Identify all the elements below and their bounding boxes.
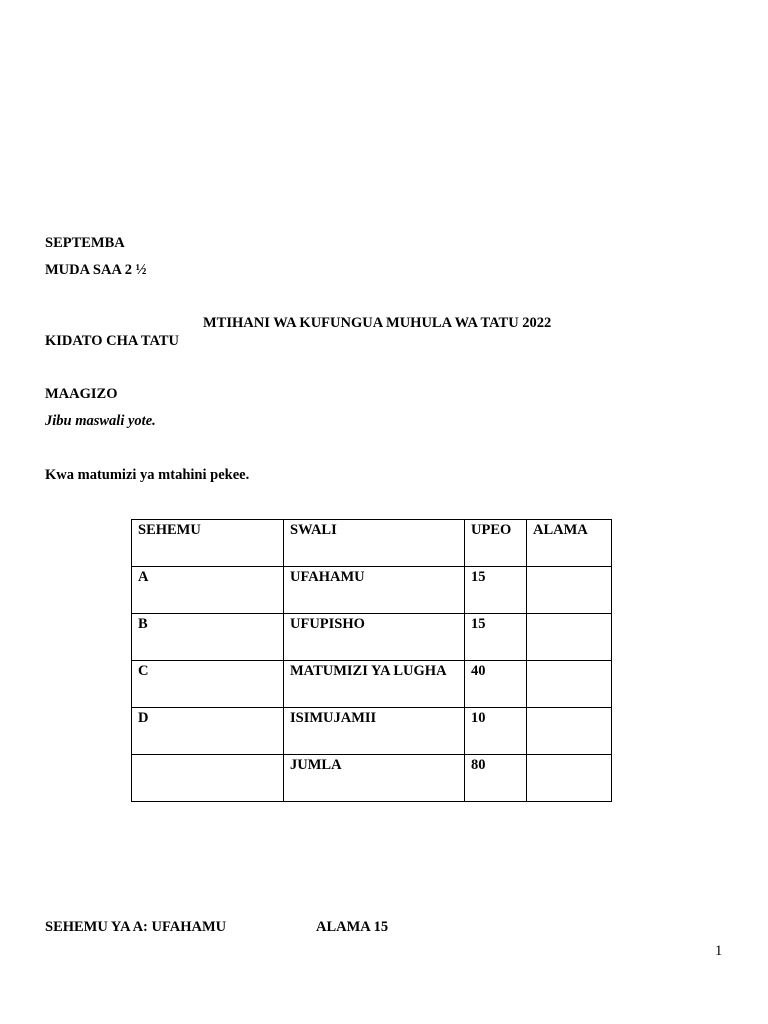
table-cell: B <box>132 614 284 661</box>
table-cell: MATUMIZI YA LUGHA <box>284 661 465 708</box>
table-cell: UFAHAMU <box>284 567 465 614</box>
table-cell: UFUPISHO <box>284 614 465 661</box>
table-cell: 10 <box>465 708 527 755</box>
table-header-row <box>132 520 612 567</box>
table-cell: 40 <box>465 661 527 708</box>
section-marks: ALAMA 15 <box>316 919 389 935</box>
table-cell <box>527 567 612 614</box>
marks-table <box>131 519 612 802</box>
header-cell: SEHEMU <box>132 520 284 567</box>
instructions-heading: MAAGIZO <box>45 386 118 402</box>
table-cell: C <box>132 661 284 708</box>
table-cell <box>527 708 612 755</box>
header-cell: SWALI <box>284 520 465 567</box>
table-cell: A <box>132 567 284 614</box>
instructions-text: Jibu maswali yote. <box>45 413 156 429</box>
examiner-note: Kwa matumizi ya mtahini pekee. <box>45 467 250 483</box>
table-row <box>132 567 612 614</box>
table-cell: JUMLA <box>284 755 465 802</box>
table-cell: ISIMUJAMII <box>284 708 465 755</box>
table-cell <box>527 614 612 661</box>
table-row-total <box>132 755 612 802</box>
section-title: SEHEMU YA A: UFAHAMU <box>45 919 227 935</box>
table-cell: 15 <box>465 567 527 614</box>
table-cell <box>527 661 612 708</box>
exam-duration: MUDA SAA 2 ½ <box>45 262 147 278</box>
exam-title: MTIHANI WA KUFUNGUA MUHULA WA TATU 2022 <box>203 315 552 331</box>
table-cell <box>132 755 284 802</box>
table-cell <box>527 755 612 802</box>
header-cell: UPEO <box>465 520 527 567</box>
table-row <box>132 614 612 661</box>
table-cell: 80 <box>465 755 527 802</box>
header-cell: ALAMA <box>527 520 612 567</box>
page-number: 1 <box>715 943 723 959</box>
table-row <box>132 708 612 755</box>
table-row <box>132 661 612 708</box>
exam-month: SEPTEMBA <box>45 235 125 251</box>
form-level: KIDATO CHA TATU <box>45 333 180 349</box>
table-cell: 15 <box>465 614 527 661</box>
table-cell: D <box>132 708 284 755</box>
